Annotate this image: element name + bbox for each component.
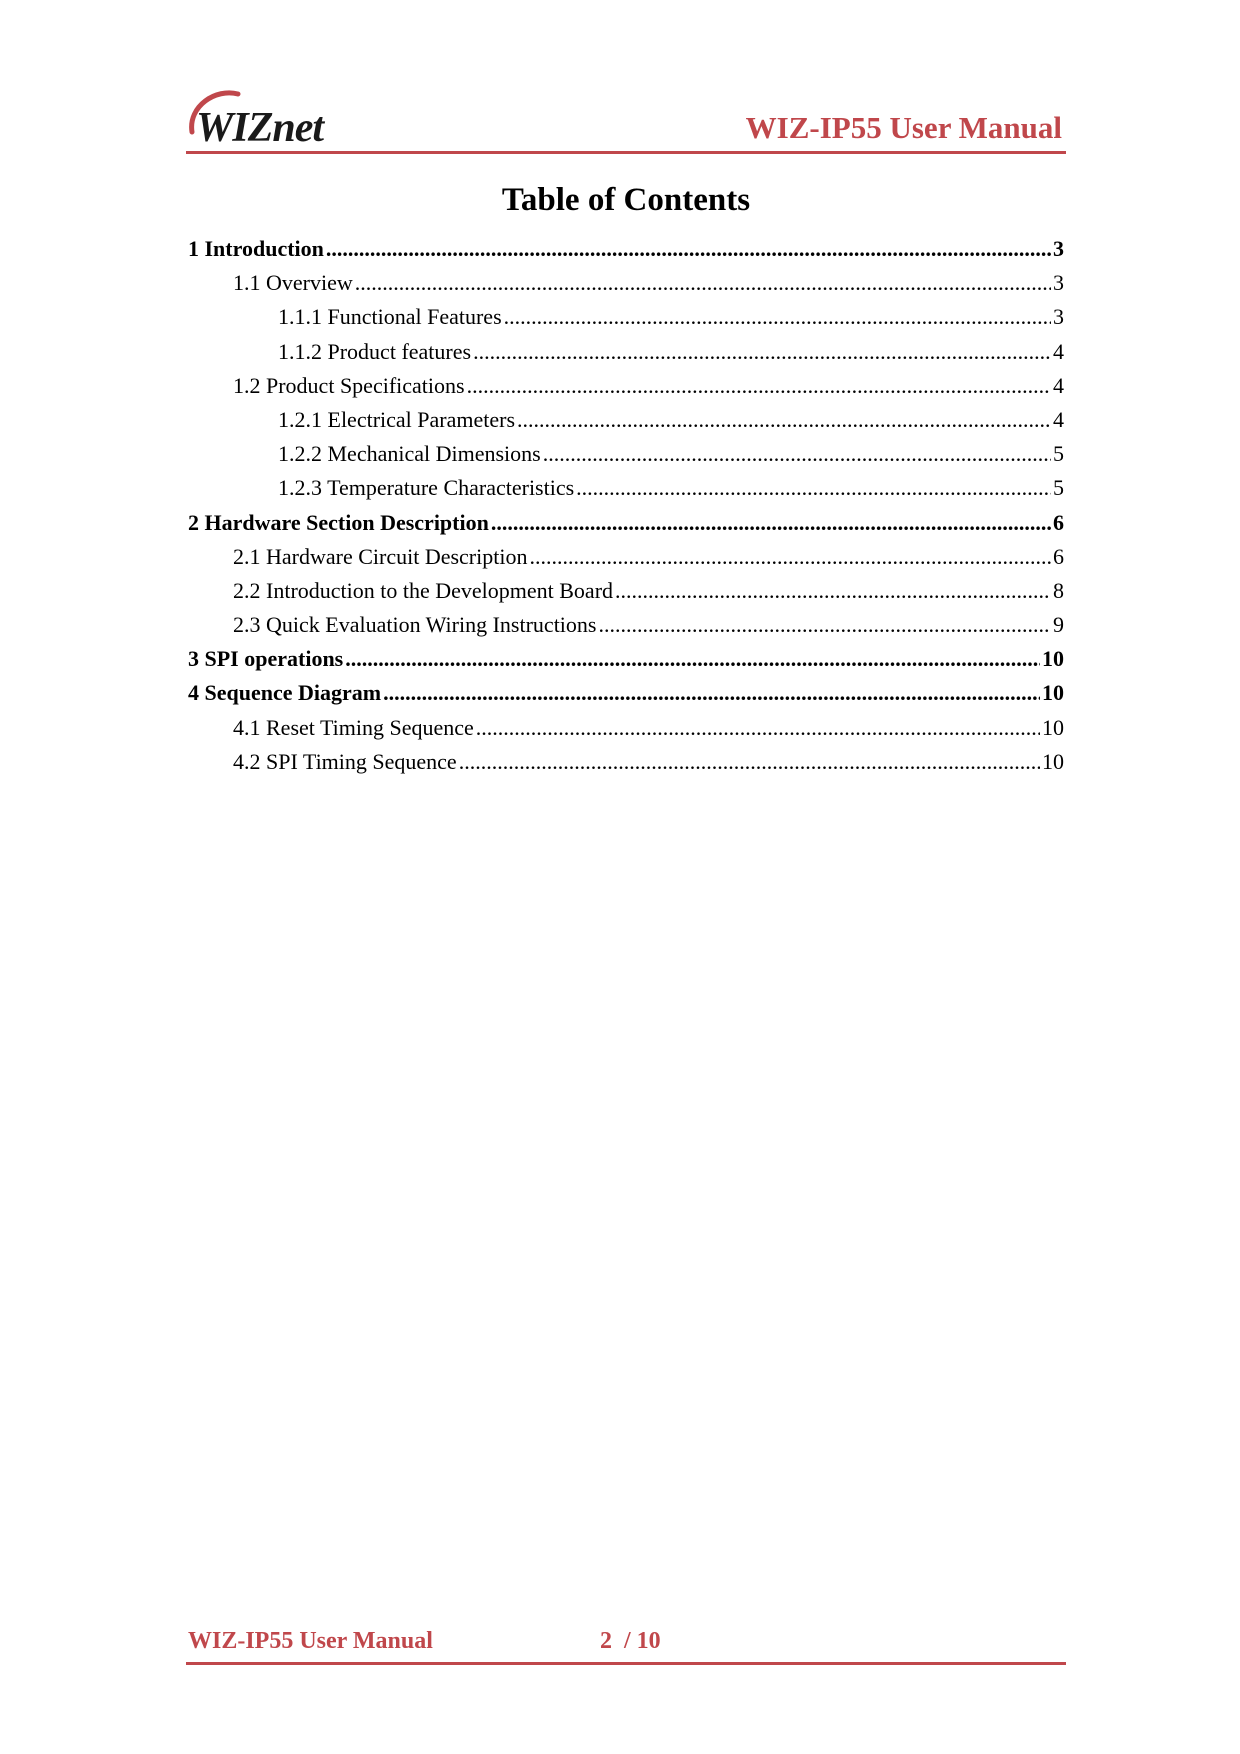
toc-entry-page: 9 — [1053, 612, 1064, 638]
toc-entry-label: 1 Introduction — [188, 236, 324, 261]
toc-dot-leader — [345, 646, 1040, 672]
toc-dot-leader — [383, 680, 1040, 706]
toc-entry[interactable] — [188, 407, 1064, 441]
toc-entry[interactable] — [188, 612, 1064, 646]
toc-entry[interactable] — [188, 544, 1064, 578]
toc-entry-label: 3 SPI operations — [188, 646, 344, 672]
toc-entry[interactable] — [188, 715, 1064, 749]
toc-entry[interactable] — [188, 475, 1064, 509]
toc-entry-page: 10 — [1042, 680, 1064, 706]
header-rule — [186, 151, 1066, 154]
toc-entry-label: 2.1 Hardware Circuit Description — [233, 543, 528, 569]
toc-entry-label: 2.2 Introduction to the Development Board — [233, 577, 614, 603]
toc-dot-leader — [491, 510, 1051, 536]
toc-dot-leader — [615, 578, 1051, 604]
toc-entry-label: 2 Hardware Section Description — [188, 509, 489, 535]
footer-page-number: 2 / 10 — [600, 1628, 661, 1654]
toc-dot-leader — [598, 612, 1051, 638]
toc-entry-page: 4 — [1053, 406, 1064, 432]
toc-entry-page: 3 — [1053, 304, 1064, 330]
toc-dot-leader — [576, 475, 1051, 501]
footer-title: WIZ-IP55 User Manual — [188, 1628, 433, 1654]
toc-entry[interactable] — [188, 304, 1064, 338]
toc-entry[interactable] — [188, 749, 1064, 783]
toc-entry-page: 3 — [1053, 270, 1064, 296]
table-of-contents — [188, 236, 1064, 783]
toc-entry-page: 10 — [1042, 748, 1064, 774]
toc-dot-leader — [529, 544, 1051, 570]
toc-entry-label: 1.1.1 Functional Features — [278, 304, 502, 330]
page-title: Table of Contents — [501, 182, 751, 218]
toc-entry[interactable] — [188, 510, 1064, 544]
toc-entry-label: 1.2 Product Specifications — [233, 372, 465, 398]
toc-dot-leader — [476, 715, 1040, 741]
toc-dot-leader — [459, 749, 1040, 775]
header-title: WIZ-IP55 User Manual — [745, 110, 1062, 145]
toc-entry[interactable] — [188, 373, 1064, 407]
toc-entry-page: 8 — [1053, 577, 1064, 603]
toc-entry-page: 6 — [1053, 543, 1064, 569]
logo-text: WIZnet — [196, 105, 324, 151]
toc-entry-label: 1.2.3 Temperature Characteristics — [278, 475, 575, 501]
toc-entry[interactable] — [188, 578, 1064, 612]
toc-entry-page: 10 — [1042, 646, 1064, 672]
toc-entry[interactable] — [188, 339, 1064, 373]
toc-dot-leader — [543, 441, 1051, 467]
toc-entry-label: 1.2.2 Mechanical Dimensions — [278, 441, 541, 467]
toc-entry[interactable] — [188, 646, 1064, 680]
toc-dot-leader — [467, 373, 1051, 399]
toc-entry-label: 4.1 Reset Timing Sequence — [233, 714, 474, 740]
toc-entry-page: 10 — [1042, 714, 1064, 740]
toc-entry-label: 2.3 Quick Evaluation Wiring Instructions — [233, 612, 597, 638]
toc-dot-leader — [355, 270, 1051, 296]
toc-entry[interactable] — [188, 680, 1064, 714]
footer-rule — [186, 1662, 1066, 1665]
toc-entry-label: 4.2 SPI Timing Sequence — [233, 748, 457, 774]
toc-entry[interactable] — [188, 236, 1064, 270]
toc-entry-label: 1.1.2 Product features — [278, 338, 472, 364]
toc-entry-page: 6 — [1053, 509, 1064, 535]
toc-entry-page: 4 — [1053, 372, 1064, 398]
toc-entry-page: 5 — [1053, 475, 1064, 501]
toc-entry-label: 1.1 Overview — [233, 270, 353, 296]
toc-entry[interactable] — [188, 270, 1064, 304]
toc-entry-page: 3 — [1053, 236, 1064, 261]
toc-entry-label: 4 Sequence Diagram — [188, 680, 382, 706]
toc-entry-label: 1.2.1 Electrical Parameters — [278, 406, 516, 432]
toc-dot-leader — [504, 304, 1051, 330]
toc-dot-leader — [517, 407, 1051, 433]
toc-entry-page: 5 — [1053, 441, 1064, 467]
wiznet-logo — [186, 86, 346, 150]
toc-dot-leader — [473, 339, 1051, 365]
toc-entry-page: 4 — [1053, 338, 1064, 364]
toc-entry[interactable] — [188, 441, 1064, 475]
toc-dot-leader — [326, 236, 1051, 262]
